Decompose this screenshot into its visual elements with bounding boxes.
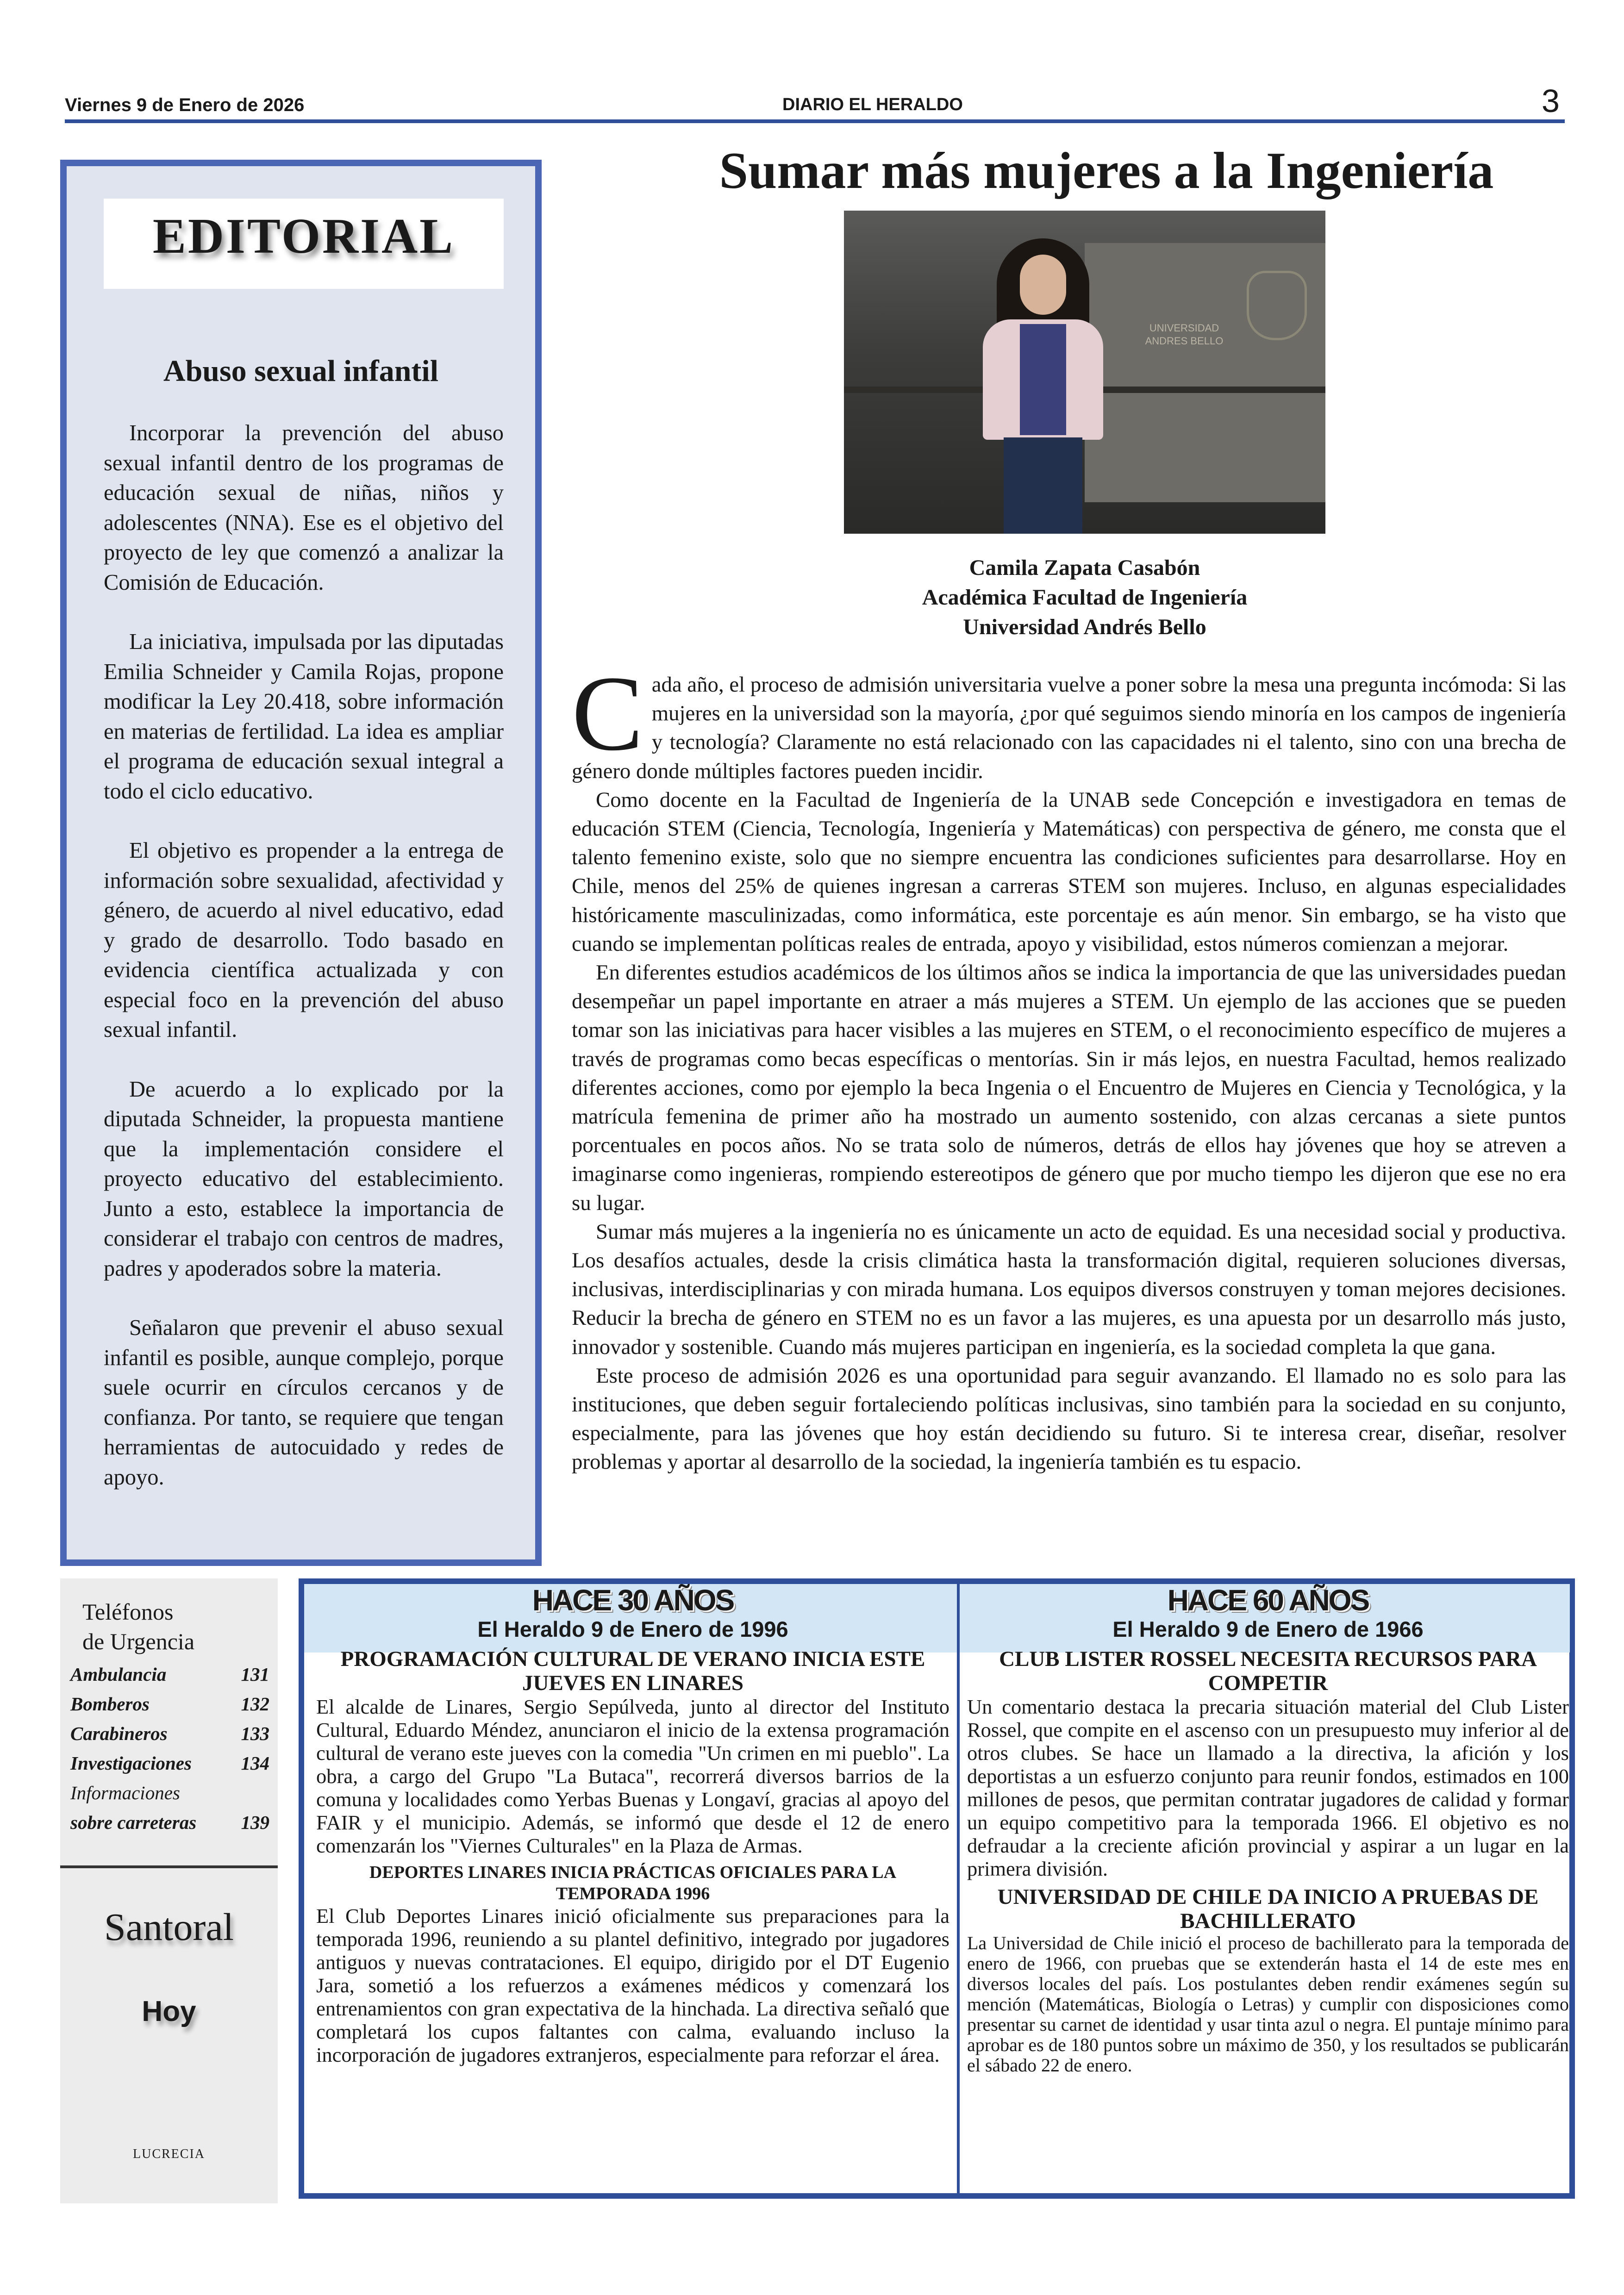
editorial-paragraph: Señalaron que prevenir el abuso sexual infantil es posible, aunque complejo, porque suele ocurrir en círculos cercanos y de confianza. Por tanto, se requiere que tengan herramientas de autocuidado y redes de apoyo. [104,1316,504,1490]
phone-number: 139 [241,1812,269,1833]
phone-row [70,1748,269,1778]
page-number: 3 [1542,83,1560,119]
news-headline: CLUB LISTER ROSSEL NECESITA RECURSOS PARA COMPETIR [999,1647,1537,1695]
phone-label: Investigaciones [70,1752,192,1774]
article-byline [844,553,1325,642]
article-paragraph: Como docente en la Facultad de Ingeniería de la UNAB sede Concepción e investigadora en temas de educación STEM (Ciencia, Tecnología, Ingeniería y Matemáticas) con perspectiva de género, me consta que el talento femenino existe, solo que no siempre encuentra las condiciones suficientes para desarrollarse. Hoy en Chile, menos del 25% de quienes ingresan a carreras STEM son mujeres. Incluso, en algunas especialidades históricamente masculinizadas, como informática, este porcentaje es aún menor. Sin embargo, se ha visto que cuando se implementan políticas reales de entrada, apoyo y visibilidad, estos números comienzan a mejorar. [572,787,1566,956]
editorial-tag-text: EDITORIAL [152,209,455,264]
phone-number: 132 [241,1693,269,1715]
photo-seal-icon [1247,271,1307,340]
hace60-subtitle: El Heraldo 9 de Enero de 1966 [1112,1617,1424,1641]
news-body: El Club Deportes Linares inició oficialmente sus preparaciones para la temporada 1996, reuniendo a su plantel definitivo, integrado por jugadores antiguos y nuevas contrataciones. El equipo, dirigido por el DT Eugenio Jara, sometió a los refuerzos a exámenes médicos y comenzará los entrenamientos con gran expectativa de la hinchada. La directiva señaló que completará los cupos faltantes con calma, evaluando incluso la incorporación de jugadores extranjeros, especialmente para reforzar el área. [316,1904,949,2066]
article-title: Sumar más mujeres a la Ingeniería [719,142,1494,200]
urgency-heading-line1: Teléfonos [82,1599,174,1625]
article-body [572,670,1566,1584]
article-first-paragraph-text: ada año, el proceso de admisión universitaria vuelve a poner sobre la mesa una pregunta incómoda: Si las mujeres en la universidad son la mayoría, ¿por qué seguimos siendo minoría en los campos de ingeniería y tecnología? Claramente no está relacionado con las capacidades ni el talento, sino con una brecha de género donde múltiples factores pueden incidir. [572,673,1566,783]
phone-label: sobre carreteras [70,1812,197,1833]
header-rule [65,119,1565,123]
editorial-paragraph: Incorporar la prevención del abuso sexual infantil dentro de los programas de educación sexual de niñas, niños y adolescentes (NNA). Ese es el objetivo del proyecto de ley que comenzó a analizar la Comisión de Educación. [104,421,504,595]
urgency-heading-line2: de Urgencia [82,1628,195,1654]
editorial-paragraph: De acuerdo a lo explicado por la diputada Schneider, la propuesta mantiene que la implementación considere el proyecto educativo del establecimiento. Junto a esto, establece la importancia de considerar el trabajo con centros de madres, padres y apoderados sobre la materia. [104,1077,504,1281]
drop-cap: C [572,670,643,773]
hace60-column [967,1584,1569,2193]
article-paragraph: Este proceso de admisión 2026 es una oportunidad para seguir avanzando. El llamado no es solo para las instituciones, que deben seguir fortaleciendo políticas inclusivas, sino también para la sociedad en su conjunto, especialmente, para las jóvenes que hoy están decidiendo su futuro. Si te interesa crear, diseñar, resolver problemas y aportar al desarrollo de la sociedad, la ingeniería también es tu espacio. [572,1363,1566,1474]
phone-list [70,1659,269,1837]
hace60-title: HACE 60 AÑOS [1167,1584,1369,1617]
editorial-title: Abuso sexual infantil [163,354,439,388]
editorial-tag [104,199,504,289]
article-paragraph: En diferentes estudios académicos de los últimos años se indica la importancia de que las universidades puedan desempeñar un papel importante en atraer a más mujeres a STEM. Un ejemplo de las acciones que se pueden tomar son las iniciativas para hacer visibles a las mujeres en STEM, o el reconocimiento específico de mujeres a través de programas como becas específicas o mentorías. Sin ir más lejos, en nuestra Facultad, hemos realizado diferentes acciones, como por ejemplo la beca Ingenia o el Encuentro de Mujeres en Ciencia y Tecnológica, y la matrícula femenina de primer año ha mostrado un aumento sostenido, con alzas cercanas a siete puntos porcentuales en pocos años. No se trata solo de números, detrás de ellos hay jóvenes que hoy se atreven a imaginarse como ingenieras, rompiendo estereotipos de género que por mucho tiempo les dijeron que ese no era su lugar. [572,960,1566,1215]
hace30-title: HACE 30 AÑOS [532,1584,734,1617]
phone-row [70,1719,269,1748]
urgency-heading [82,1597,194,1656]
phone-number: 134 [241,1752,269,1774]
urgency-sidebar [60,1578,278,2203]
phone-row [70,1689,269,1719]
news-body: La Universidad de Chile inició el proceso de bachillerato para la temporada de enero de 1966, con pruebas que se extenderán hasta el 14 de este mes en diversos locales del país. Los postulantes deben rendir exámenes según su mención (Matemáticas, Biología o Letras) y cumplir con disposiciones como presentar su carnet de identidad y usar tinta azul o negra. El puntaje mínimo para aprobar es de 180 puntos sobre un máximo de 350, y los resultados se publicarán el sábado 22 de enero. [967,1933,1569,2076]
phone-label: Informaciones [70,1782,180,1803]
photo-person-face [1020,255,1066,315]
author-institution: Universidad Andrés Bello [963,615,1206,639]
author-role: Académica Facultad de Ingeniería [922,585,1248,610]
santoral-heading: Santoral [104,1906,234,1949]
issue-date: Viernes 9 de Enero de 2026 [65,95,305,115]
phone-number: 131 [241,1664,269,1685]
editorial-paragraph: El objetivo es propender a la entrega de información sobre sexualidad, afectividad y género, de acuerdo al nivel educativo, edad y grado de desarrollo. Todo basado en evidencia científica actualizada y con especial foco en la prevención del abuso sexual infantil. [104,838,504,1042]
hace-column-divider [957,1584,960,2193]
phone-label: Ambulancia [70,1664,167,1685]
photo-university-sign: UNIVERSIDAD ANDRES BELLO [1145,322,1224,347]
article-first-paragraph [572,670,1566,786]
news-headline: UNIVERSIDAD DE CHILE DA INICIO A PRUEBAS DE BACHILLERATO [997,1885,1539,1933]
editorial-box [60,160,542,1566]
photo-person-legs [1004,437,1082,534]
hace-anos-box [299,1578,1575,2199]
phone-row [70,1659,269,1689]
phone-row-info [70,1778,269,1808]
phone-number: 133 [241,1723,269,1744]
news-body: El alcalde de Linares, Sergio Sepúlveda, junto al director del Instituto Cultural, Eduardo Méndez, anunciaron el inicio de la extensa programación cultural de verano este jueves con la comedia "Un crimen en mi pueblo". La obra, a cargo del Grupo "La Butaca", recorrerá diversos barrios de la comuna y localidades como Yerbas Buenas y Longaví, gracias al apoyo del FAIR y el municipio. Además, se informó que desde el 12 de enero comenzarán los "Viernes Culturales" en la Plaza de Armas. [316,1695,949,1857]
santoral-today: Hoy [142,1996,196,2027]
news-headline: PROGRAMACIÓN CULTURAL DE VERANO INICIA ESTE JUEVES EN LINARES [340,1647,925,1695]
sidebar-divider [60,1865,278,1868]
phone-row [70,1808,269,1837]
news-body: Un comentario destaca la precaria situación material del Club Lister Rossel, que compite en el ascenso con un presupuesto muy inferior al de otros clubes. Se hace un llamado a la directiva, la afición y los deportistas a un esfuerzo conjunto para reunir fondos, estimados en 100 millones de pesos, que permitan contratar jugadores de calidad y formar un equipo competitivo para la temporada 1966. El objetivo es no defraudar a la creciente afición provincial y aspirar a un lugar en la primera división. [967,1695,1569,1880]
news-headline: DEPORTES LINARES INICIA PRÁCTICAS OFICIALES PARA LA TEMPORADA 1996 [369,1863,897,1903]
editorial-body [104,418,504,1522]
saint-name: LUCRECIA [133,2147,205,2161]
hace30-subtitle: El Heraldo 9 de Enero de 1996 [477,1617,788,1641]
editorial-paragraph: La iniciativa, impulsada por las diputadas Emilia Schneider y Camila Rojas, propone modificar la Ley 20.418, sobre información en materias de fertilidad. La idea es ampliar el programa de educación sexual integral a todo el ciclo educativo. [104,630,504,804]
photo-person-top [1020,324,1066,435]
newspaper-name: DIARIO EL HERALDO [782,95,963,114]
phone-label: Bomberos [70,1693,150,1715]
author-photo [844,211,1325,534]
hace30-column [316,1584,949,2193]
article-paragraph: Sumar más mujeres a la ingeniería no es únicamente un acto de equidad. Es una necesidad social y productiva. Los desafíos actuales, desde la crisis climática hasta la transformación digital, requieren soluciones diversas, inclusivas, interdisciplinarias y con mirada humana. Los equipos diversos construyen y toman mejores decisiones. Reducir la brecha de género en STEM no es un favor a las mujeres, es una apuesta por un desarrollo más justo, innovador y sostenible. Cuando más mujeres participan en ingeniería, es la sociedad completa la que gana. [572,1219,1566,1359]
phone-label: Carabineros [70,1723,168,1744]
author-name: Camila Zapata Casabón [969,555,1200,580]
